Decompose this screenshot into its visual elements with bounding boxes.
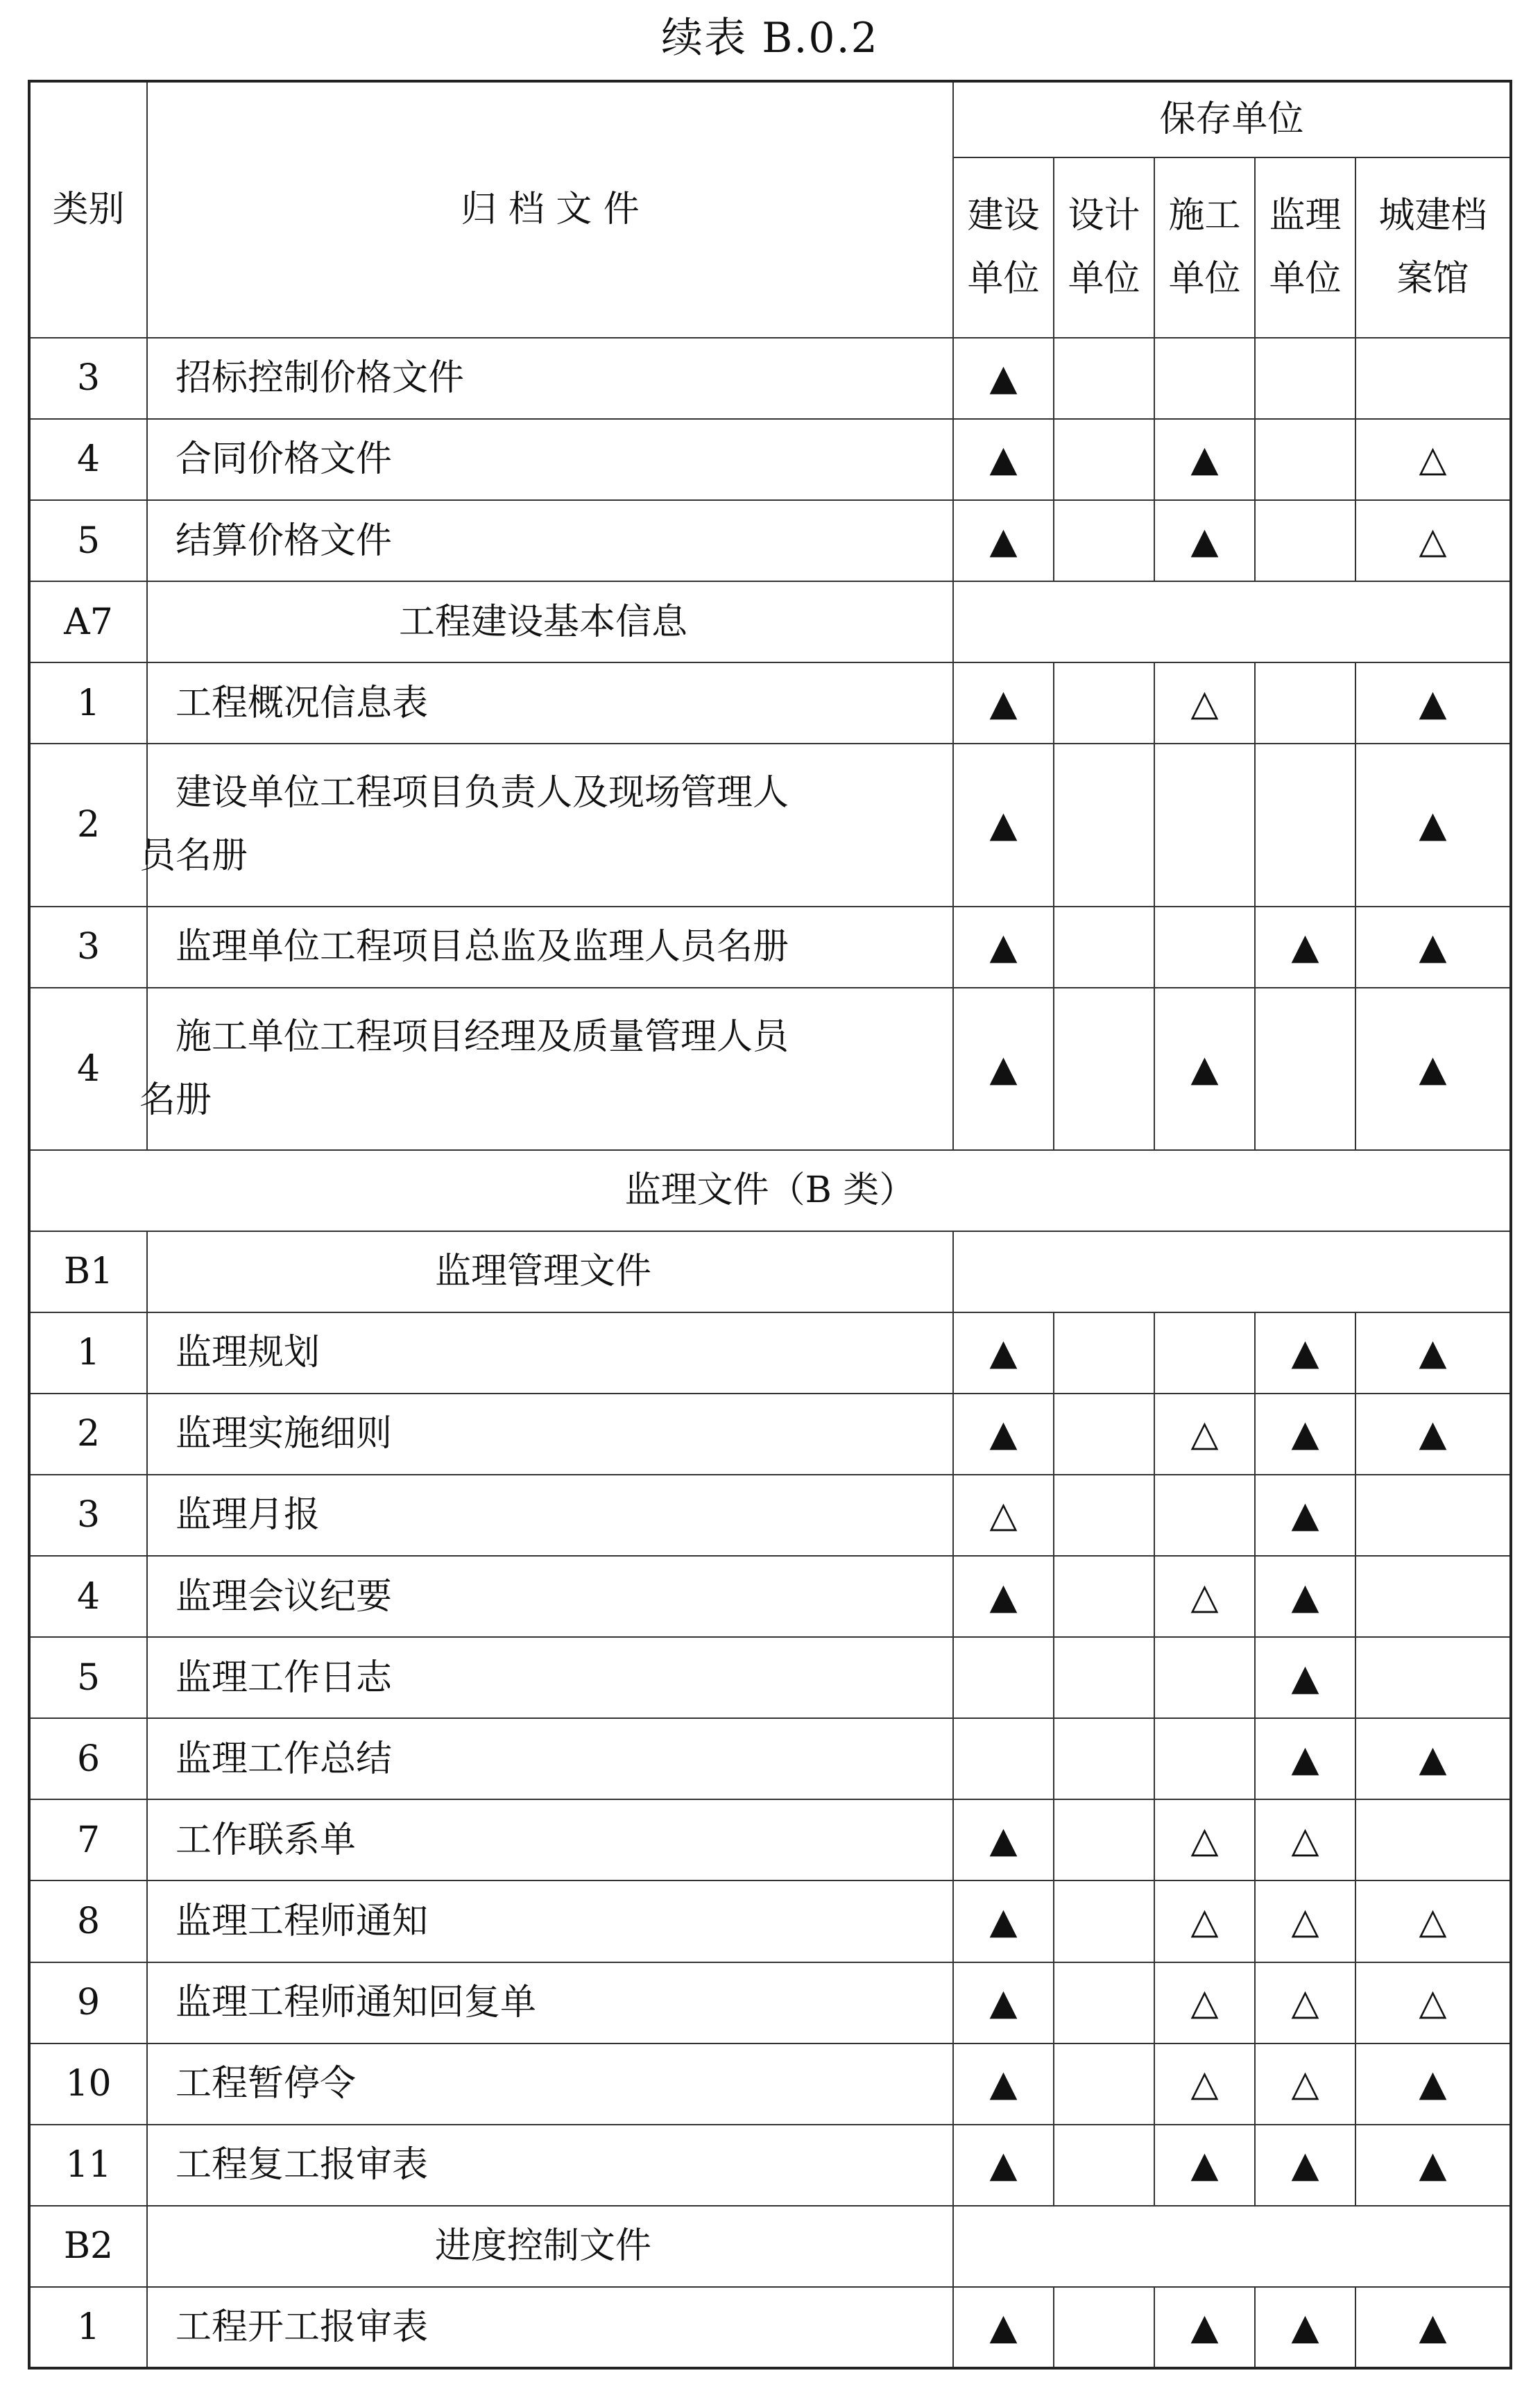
group-row — [29, 2206, 1511, 2287]
mark-supervision-hollow-triangle-icon: △ — [1255, 1880, 1355, 1962]
row-category: 5 — [29, 500, 147, 581]
document-name: 监理规划 — [147, 1312, 953, 1394]
table-row — [29, 744, 1511, 906]
document-name-line: 名册 — [139, 1079, 212, 1121]
mark-construction-filled-triangle-icon: ▲ — [953, 907, 1054, 988]
header-row-1 — [29, 81, 1511, 157]
document-name: 结算价格文件 — [147, 500, 953, 581]
mark-contractor-filled-triangle-icon: ▲ — [1154, 419, 1255, 500]
table-row — [29, 1312, 1511, 1394]
mark-construction-filled-triangle-icon: ▲ — [953, 500, 1054, 581]
header-unit-contractor: 施工 单位 — [1154, 157, 1255, 338]
row-category: 3 — [29, 338, 147, 419]
mark-archive-filled-triangle-icon: ▲ — [1355, 1718, 1511, 1799]
mark-supervision-filled-triangle-icon: ▲ — [1255, 2287, 1355, 2368]
mark-contractor-empty-cell — [1154, 1637, 1255, 1718]
row-category: B2 — [29, 2206, 147, 2287]
mark-archive-filled-triangle-icon: ▲ — [1355, 988, 1511, 1150]
header-unit-construction: 建设 单位 — [953, 157, 1054, 338]
mark-supervision-hollow-triangle-icon: △ — [1255, 1799, 1355, 1880]
table-row — [29, 500, 1511, 581]
row-category: 9 — [29, 1962, 147, 2043]
mark-construction-filled-triangle-icon: ▲ — [953, 419, 1054, 500]
document-name: 工作联系单 — [147, 1799, 953, 1880]
table-row — [29, 2287, 1511, 2368]
mark-design-empty-cell — [1054, 1962, 1154, 2043]
document-name: 监理工作总结 — [147, 1718, 953, 1799]
document-name — [139, 744, 953, 906]
mark-supervision-filled-triangle-icon: ▲ — [1255, 1475, 1355, 1556]
mark-supervision-empty-cell — [1255, 988, 1355, 1150]
mark-archive-filled-triangle-icon: ▲ — [1355, 2287, 1511, 2368]
mark-construction-filled-triangle-icon: ▲ — [953, 1962, 1054, 2043]
mark-supervision-filled-triangle-icon: ▲ — [1255, 907, 1355, 988]
mark-design-empty-cell — [1054, 2287, 1154, 2368]
document-name: 工程暂停令 — [147, 2043, 953, 2125]
mark-contractor-hollow-triangle-icon: △ — [1154, 1799, 1255, 1880]
mark-contractor-filled-triangle-icon: ▲ — [1154, 2287, 1255, 2368]
row-category: 3 — [29, 1475, 147, 1556]
mark-construction-filled-triangle-icon: ▲ — [953, 338, 1054, 419]
document-name: 监理实施细则 — [147, 1394, 953, 1475]
row-category: 1 — [29, 2287, 147, 2368]
row-category: 4 — [29, 419, 147, 500]
group-title: 监理管理文件 — [147, 1231, 953, 1312]
mark-contractor-empty-cell — [1154, 744, 1255, 906]
table-row — [29, 1637, 1511, 1718]
mark-construction-filled-triangle-icon: ▲ — [953, 2043, 1054, 2125]
mark-supervision-empty-cell — [1255, 338, 1355, 419]
group-empty-cell — [953, 1231, 1511, 1312]
mark-archive-empty-cell — [1355, 338, 1511, 419]
row-category: 2 — [29, 1394, 147, 1475]
row-category: 4 — [29, 1556, 147, 1637]
mark-design-empty-cell — [1054, 419, 1154, 500]
row-category: 7 — [29, 1799, 147, 1880]
mark-supervision-filled-triangle-icon: ▲ — [1255, 2125, 1355, 2206]
mark-design-empty-cell — [1054, 662, 1154, 744]
group-row — [29, 581, 1511, 662]
table-row — [29, 1962, 1511, 2043]
mark-contractor-hollow-triangle-icon: △ — [1154, 1880, 1255, 1962]
mark-contractor-empty-cell — [1154, 1475, 1255, 1556]
mark-contractor-filled-triangle-icon: ▲ — [1154, 988, 1255, 1150]
mark-design-empty-cell — [1054, 2043, 1154, 2125]
mark-construction-filled-triangle-icon: ▲ — [953, 662, 1054, 744]
row-category: 8 — [29, 1880, 147, 1962]
mark-design-empty-cell — [1054, 1556, 1154, 1637]
section-row — [29, 1150, 1511, 1231]
document-name: 监理工作日志 — [147, 1637, 953, 1718]
document-name: 监理工程师通知 — [147, 1880, 953, 1962]
row-category: A7 — [29, 581, 147, 662]
table-row — [29, 419, 1511, 500]
mark-contractor-empty-cell — [1154, 907, 1255, 988]
table-row — [29, 1394, 1511, 1475]
mark-supervision-filled-triangle-icon: ▲ — [1255, 1718, 1355, 1799]
table-caption: 续表 B.0.2 — [661, 14, 879, 62]
mark-construction-filled-triangle-icon: ▲ — [953, 1394, 1054, 1475]
header-unit-archive: 城建档 案馆 — [1355, 157, 1511, 338]
document-name: 工程开工报审表 — [147, 2287, 953, 2368]
mark-design-empty-cell — [1054, 907, 1154, 988]
mark-supervision-empty-cell — [1255, 419, 1355, 500]
mark-design-empty-cell — [1054, 1718, 1154, 1799]
mark-contractor-hollow-triangle-icon: △ — [1154, 1394, 1255, 1475]
mark-design-empty-cell — [1054, 1880, 1154, 1962]
group-title: 进度控制文件 — [147, 2206, 953, 2287]
mark-supervision-hollow-triangle-icon: △ — [1255, 1962, 1355, 2043]
row-category: 1 — [29, 1312, 147, 1394]
mark-design-empty-cell — [1054, 1637, 1154, 1718]
header-unit-supervision: 监理 单位 — [1255, 157, 1355, 338]
row-category: 4 — [29, 988, 147, 1150]
mark-supervision-empty-cell — [1255, 500, 1355, 581]
mark-contractor-filled-triangle-icon: ▲ — [1154, 500, 1255, 581]
mark-construction-filled-triangle-icon: ▲ — [953, 1312, 1054, 1394]
document-name: 合同价格文件 — [147, 419, 953, 500]
mark-design-empty-cell — [1054, 500, 1154, 581]
mark-archive-hollow-triangle-icon: △ — [1355, 1962, 1511, 2043]
document-name — [139, 988, 953, 1150]
row-category: B1 — [29, 1231, 147, 1312]
row-category: 1 — [29, 662, 147, 744]
mark-contractor-empty-cell — [1154, 1312, 1255, 1394]
mark-construction-empty-cell — [953, 1637, 1054, 1718]
document-name: 工程复工报审表 — [147, 2125, 953, 2206]
mark-construction-filled-triangle-icon: ▲ — [953, 2125, 1054, 2206]
mark-supervision-filled-triangle-icon: ▲ — [1255, 1312, 1355, 1394]
document-name: 招标控制价格文件 — [147, 338, 953, 419]
mark-design-empty-cell — [1054, 744, 1154, 906]
mark-supervision-filled-triangle-icon: ▲ — [1255, 1394, 1355, 1475]
header-storage-units: 保存单位 — [953, 81, 1511, 157]
group-title: 工程建设基本信息 — [147, 581, 953, 662]
mark-design-empty-cell — [1054, 338, 1154, 419]
archive-table — [28, 80, 1512, 2370]
mark-archive-filled-triangle-icon: ▲ — [1355, 1312, 1511, 1394]
row-category: 3 — [29, 907, 147, 988]
mark-archive-filled-triangle-icon: ▲ — [1355, 2125, 1511, 2206]
mark-archive-hollow-triangle-icon: △ — [1355, 1880, 1511, 1962]
mark-archive-hollow-triangle-icon: △ — [1355, 500, 1511, 581]
mark-contractor-empty-cell — [1154, 1718, 1255, 1799]
mark-archive-filled-triangle-icon: ▲ — [1355, 2043, 1511, 2125]
table-row — [29, 1880, 1511, 1962]
mark-construction-filled-triangle-icon: ▲ — [953, 988, 1054, 1150]
mark-archive-filled-triangle-icon: ▲ — [1355, 744, 1511, 906]
row-category: 11 — [29, 2125, 147, 2206]
mark-construction-filled-triangle-icon: ▲ — [953, 1880, 1054, 1962]
table-row — [29, 338, 1511, 419]
mark-archive-empty-cell — [1355, 1475, 1511, 1556]
header-document: 归 档 文 件 — [147, 81, 953, 338]
row-category: 6 — [29, 1718, 147, 1799]
mark-construction-hollow-triangle-icon: △ — [953, 1475, 1054, 1556]
mark-supervision-filled-triangle-icon: ▲ — [1255, 1637, 1355, 1718]
group-empty-cell — [953, 2206, 1511, 2287]
mark-supervision-empty-cell — [1255, 662, 1355, 744]
mark-construction-filled-triangle-icon: ▲ — [953, 2287, 1054, 2368]
table-row — [29, 907, 1511, 988]
document-name: 工程概况信息表 — [147, 662, 953, 744]
mark-archive-filled-triangle-icon: ▲ — [1355, 1394, 1511, 1475]
document-name: 监理月报 — [147, 1475, 953, 1556]
mark-archive-filled-triangle-icon: ▲ — [1355, 662, 1511, 744]
row-category: 2 — [29, 744, 147, 906]
mark-design-empty-cell — [1054, 988, 1154, 1150]
table-row — [29, 662, 1511, 744]
mark-contractor-hollow-triangle-icon: △ — [1154, 1556, 1255, 1637]
mark-design-empty-cell — [1054, 1799, 1154, 1880]
mark-construction-filled-triangle-icon: ▲ — [953, 1799, 1054, 1880]
mark-supervision-filled-triangle-icon: ▲ — [1255, 1556, 1355, 1637]
table-row — [29, 1475, 1511, 1556]
mark-archive-filled-triangle-icon: ▲ — [1355, 907, 1511, 988]
mark-archive-empty-cell — [1355, 1556, 1511, 1637]
mark-design-empty-cell — [1054, 2125, 1154, 2206]
table-row — [29, 2043, 1511, 2125]
document-name: 监理工程师通知回复单 — [147, 1962, 953, 2043]
mark-supervision-empty-cell — [1255, 744, 1355, 906]
group-empty-cell — [953, 581, 1511, 662]
mark-archive-empty-cell — [1355, 1799, 1511, 1880]
mark-design-empty-cell — [1054, 1475, 1154, 1556]
table-row — [29, 1718, 1511, 1799]
table-row — [29, 1799, 1511, 1880]
document-name-line: 建设单位工程项目负责人及现场管理人 — [176, 772, 789, 814]
document-name-line: 施工单位工程项目经理及质量管理人员 — [176, 1016, 789, 1058]
mark-construction-filled-triangle-icon: ▲ — [953, 744, 1054, 906]
mark-construction-filled-triangle-icon: ▲ — [953, 1556, 1054, 1637]
mark-archive-empty-cell — [1355, 1637, 1511, 1718]
row-category: 5 — [29, 1637, 147, 1718]
header-category: 类别 — [29, 81, 147, 338]
mark-archive-hollow-triangle-icon: △ — [1355, 419, 1511, 500]
mark-contractor-filled-triangle-icon: ▲ — [1154, 2125, 1255, 2206]
mark-contractor-hollow-triangle-icon: △ — [1154, 2043, 1255, 2125]
mark-contractor-hollow-triangle-icon: △ — [1154, 1962, 1255, 2043]
mark-contractor-empty-cell — [1154, 338, 1255, 419]
document-name: 监理单位工程项目总监及监理人员名册 — [147, 907, 953, 988]
table-row — [29, 1556, 1511, 1637]
mark-design-empty-cell — [1054, 1394, 1154, 1475]
header-unit-design: 设计 单位 — [1054, 157, 1154, 338]
group-row — [29, 1231, 1511, 1312]
table-row — [29, 988, 1511, 1150]
mark-contractor-hollow-triangle-icon: △ — [1154, 662, 1255, 744]
section-title: 监理文件（B 类） — [29, 1150, 1511, 1231]
table-row — [29, 2125, 1511, 2206]
document-name: 监理会议纪要 — [147, 1556, 953, 1637]
row-category: 10 — [29, 2043, 147, 2125]
mark-supervision-hollow-triangle-icon: △ — [1255, 2043, 1355, 2125]
document-name-line: 员名册 — [139, 835, 248, 877]
mark-design-empty-cell — [1054, 1312, 1154, 1394]
mark-construction-empty-cell — [953, 1718, 1054, 1799]
table-body — [29, 338, 1511, 2368]
